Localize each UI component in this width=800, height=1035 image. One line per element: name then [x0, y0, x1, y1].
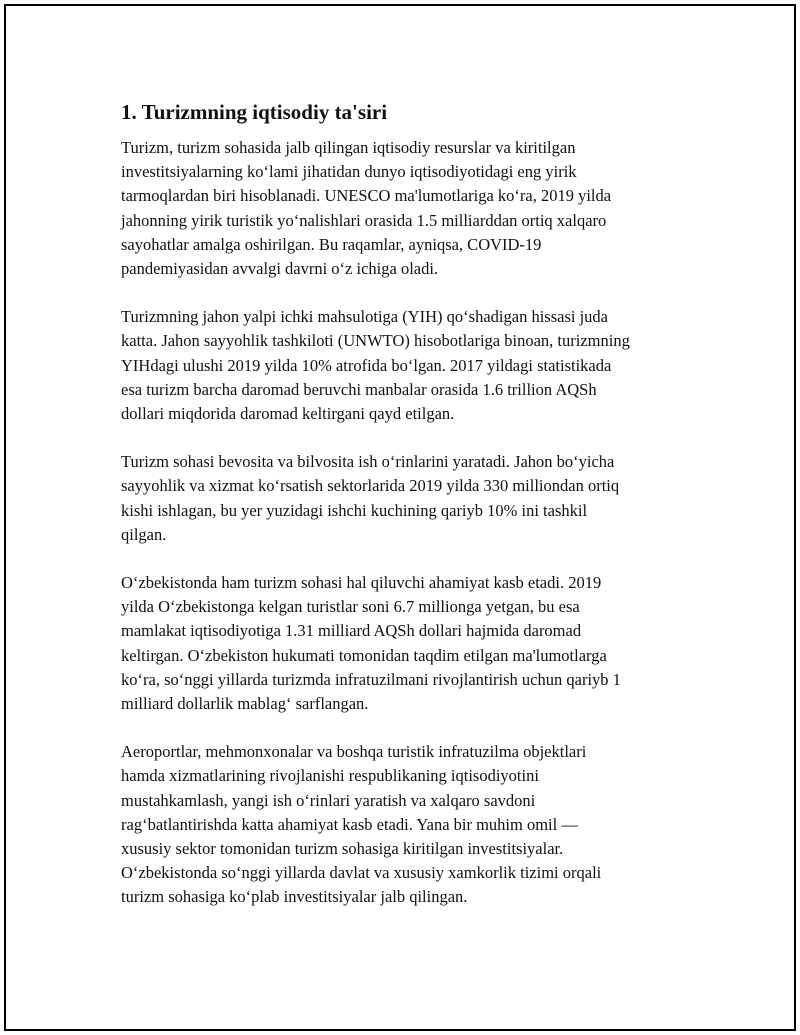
page-frame — [4, 4, 796, 1031]
paragraph-line: jahonning yirik turistik yoʻnalishlari orasida 1.5 milliarddan ortiq xalqaro — [121, 210, 607, 230]
paragraph-line: investitsiyalarning koʻlami jihatidan dunyo iqtisodiyotidagi eng yirik — [121, 162, 577, 182]
paragraph-line: tarmoqlardan biri hisoblanadi. UNESCO ma'lumotlariga koʻra, 2019 yilda — [121, 186, 612, 206]
paragraph-line: mustahkamlash, yangi ish oʻrinlari yaratish va xalqaro savdoni — [121, 790, 536, 810]
paragraph-line: Oʻzbekistonda soʻnggi yillarda davlat va xususiy xamkorlik tizimi orqali — [121, 863, 602, 883]
paragraph-1 — [121, 136, 696, 281]
paragraph-2 — [121, 305, 696, 426]
paragraph-line: ragʻbatlantirishda katta ahamiyat kasb etadi. Yana bir muhim omil — — [121, 814, 578, 834]
paragraph-line: hamda xizmatlarining rivojlanishi respublikaning iqtisodiyotini — [121, 766, 539, 786]
paragraph-line: xususiy sektor tomonidan turizm sohasiga kiritilgan investitsiyalar. — [121, 839, 564, 859]
document-content — [121, 98, 696, 934]
paragraph-line: Turizm, turizm sohasida jalb qilingan iqtisodiy resurslar va kiritilgan — [121, 138, 576, 157]
paragraph-4 — [121, 571, 696, 716]
paragraph-3 — [121, 450, 696, 547]
paragraph-line: dollari miqdorida daromad keltirgani qayd etilgan. — [121, 404, 455, 424]
paragraph-line: mamlakat iqtisodiyotiga 1.31 milliard AQSh dollari hajmida daromad — [121, 621, 582, 641]
paragraph-line: yilda Oʻzbekistonga kelgan turistlar soni 6.7 millionga yetgan, bu esa — [121, 597, 580, 617]
paragraph-line: kishi ishlagan, bu yer yuzidagi ishchi kuchining qariyb 10% ini tashkil — [121, 500, 588, 520]
paragraph-line: pandemiyasidan avvalgi davrni oʻz ichiga oladi. — [121, 259, 439, 279]
paragraph-line: turizm sohasiga koʻplab investitsiyalar jalb qilingan. — [121, 887, 468, 907]
paragraph-5 — [121, 740, 696, 909]
paragraph-line: keltirgan. Oʻzbekiston hukumati tomonidan taqdim etilgan ma'lumotlarga — [121, 645, 607, 665]
paragraph-line: Turizm sohasi bevosita va bilvosita ish oʻrinlarini yaratadi. Jahon boʻyicha — [121, 452, 615, 472]
paragraph-line: Aeroportlar, mehmonxonalar va boshqa turistik infratuzilma objektlari — [121, 742, 587, 762]
paragraph-line: qilgan. — [121, 524, 167, 544]
paragraph-line: milliard dollarlik mablagʻ sarflangan. — [121, 694, 369, 714]
paragraph-line: katta. Jahon sayyohlik tashkiloti (UNWTO) hisobotlariga binoan, turizmning — [121, 331, 630, 351]
paragraph-line: Turizmning jahon yalpi ichki mahsulotiga (YIH) qoʻshadigan hissasi juda — [121, 307, 608, 327]
paragraph-line: sayyohlik va xizmat koʻrsatish sektorlarida 2019 yilda 330 milliondan ortiq — [121, 476, 620, 496]
section-heading: 1. Turizmning iqtisodiy ta'siri — [121, 100, 388, 124]
paragraph-line: koʻra, soʻnggi yillarda turizmda infratuzilmani rivojlantirish uchun qariyb 1 — [121, 669, 621, 689]
paragraph-line: sayohatlar amalga oshirilgan. Bu raqamlar, ayniqsa, COVID-19 — [121, 234, 542, 254]
paragraph-line: Oʻzbekistonda ham turizm sohasi hal qiluvchi ahamiyat kasb etadi. 2019 — [121, 573, 602, 593]
paragraph-line: YIHdagi ulushi 2019 yilda 10% atrofida boʻlgan. 2017 yildagi statistikada — [121, 355, 612, 375]
paragraph-line: esa turizm barcha daromad beruvchi manbalar orasida 1.6 trillion AQSh — [121, 379, 597, 399]
